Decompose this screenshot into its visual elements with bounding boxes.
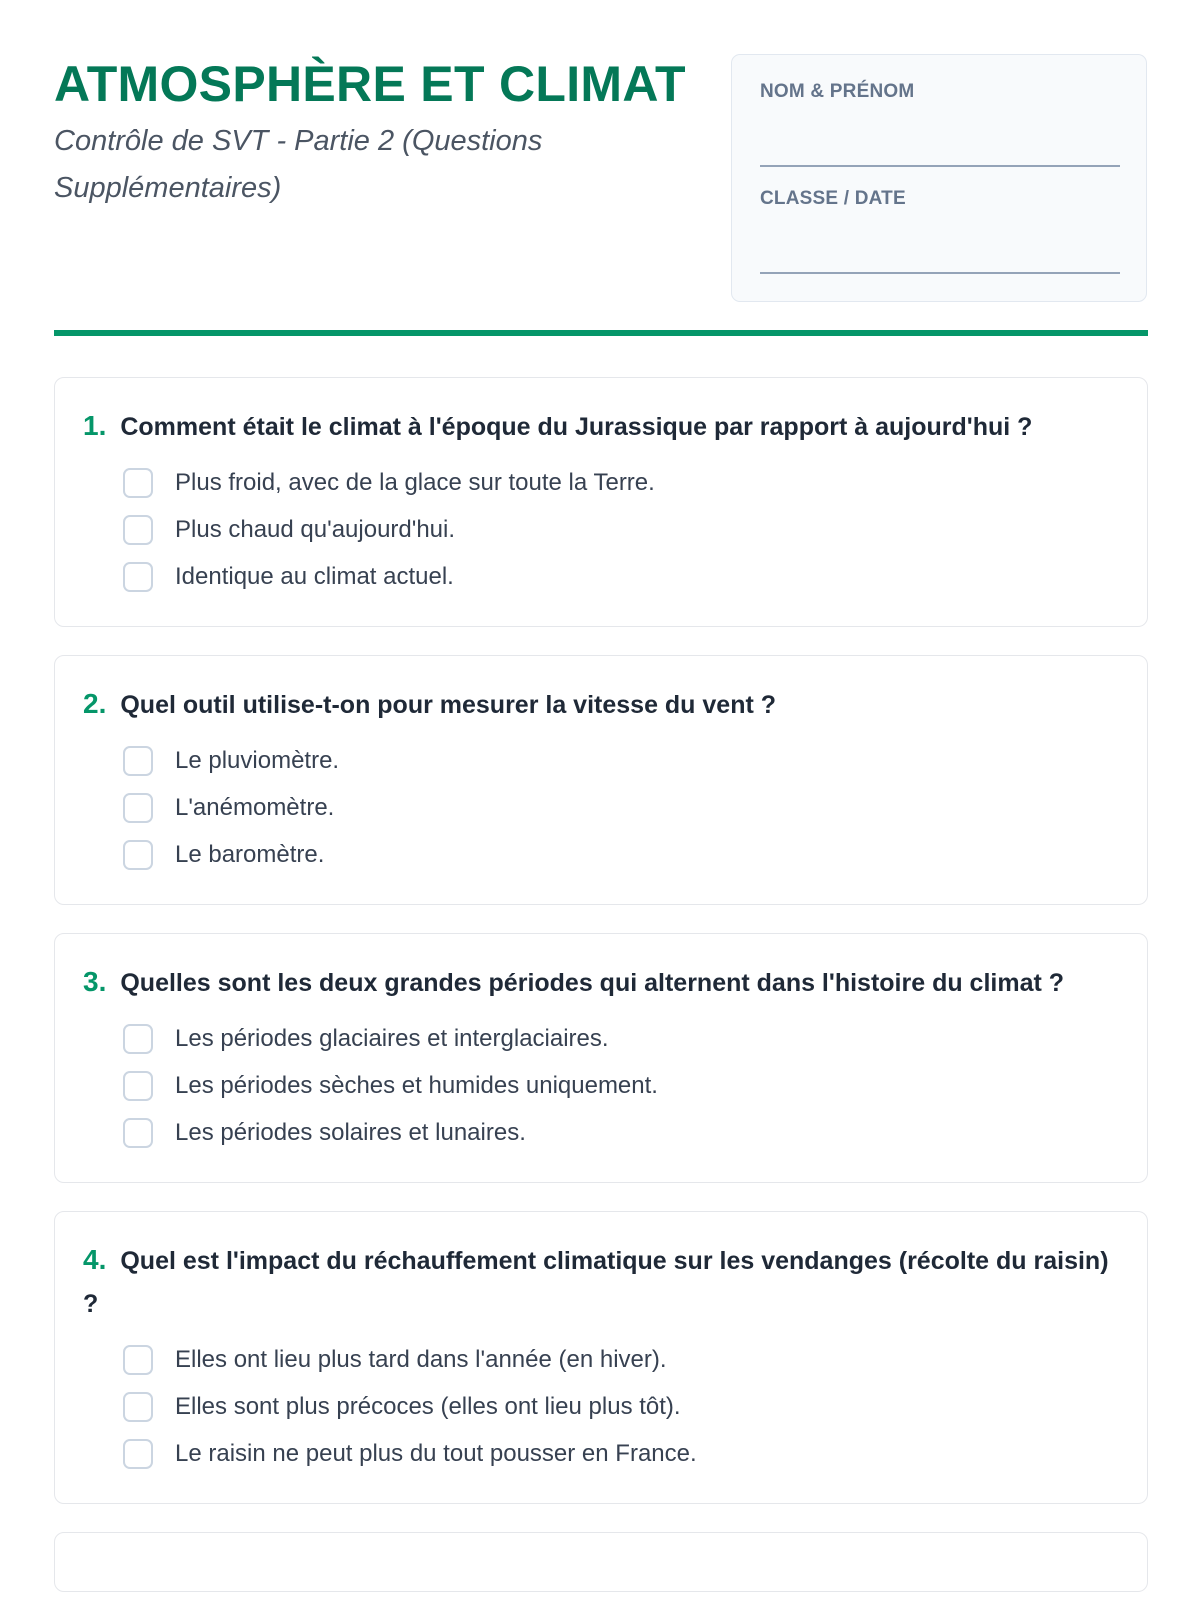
question-card-partial bbox=[54, 1532, 1148, 1592]
name-field bbox=[760, 81, 1120, 103]
class-date-field bbox=[760, 188, 1120, 210]
option-label: Elles sont plus précoces (elles ont lieu plus tôt). bbox=[175, 1392, 681, 1420]
question-list bbox=[54, 377, 1148, 1620]
question-number: 4. bbox=[83, 1244, 107, 1275]
question-card bbox=[54, 655, 1148, 905]
header-divider bbox=[54, 330, 1148, 336]
answer-option[interactable] bbox=[123, 784, 1119, 831]
option-label: Les périodes solaires et lunaires. bbox=[175, 1118, 526, 1146]
option-label: Les périodes sèches et humides uniquement. bbox=[175, 1071, 658, 1099]
option-label: Les périodes glaciaires et interglaciaires. bbox=[175, 1024, 609, 1052]
checkbox[interactable] bbox=[123, 1345, 153, 1375]
option-list bbox=[83, 1336, 1119, 1477]
worksheet-header bbox=[54, 0, 1148, 332]
answer-option[interactable] bbox=[123, 1109, 1119, 1156]
question-card bbox=[54, 377, 1148, 627]
option-list bbox=[83, 459, 1119, 600]
option-label: Elles ont lieu plus tard dans l'année (en hiver). bbox=[175, 1345, 667, 1373]
class-date-input-line[interactable] bbox=[760, 272, 1120, 274]
question-card bbox=[54, 1211, 1148, 1504]
answer-option[interactable] bbox=[123, 459, 1119, 506]
checkbox[interactable] bbox=[123, 840, 153, 870]
option-label: L'anémomètre. bbox=[175, 793, 335, 821]
worksheet-page bbox=[54, 0, 1148, 1467]
checkbox[interactable] bbox=[123, 746, 153, 776]
checkbox[interactable] bbox=[123, 1024, 153, 1054]
option-list bbox=[83, 1015, 1119, 1156]
answer-option[interactable] bbox=[123, 1430, 1119, 1477]
title-block bbox=[54, 54, 704, 212]
question-number: 1. bbox=[83, 410, 107, 441]
checkbox[interactable] bbox=[123, 515, 153, 545]
class-date-label: CLASSE / DATE bbox=[760, 188, 906, 209]
option-list bbox=[83, 737, 1119, 878]
question-text bbox=[83, 1238, 1119, 1326]
answer-option[interactable] bbox=[123, 1015, 1119, 1062]
checkbox[interactable] bbox=[123, 1071, 153, 1101]
name-input-line[interactable] bbox=[760, 165, 1120, 167]
answer-option[interactable] bbox=[123, 1383, 1119, 1430]
answer-option[interactable] bbox=[123, 1336, 1119, 1383]
option-label: Le baromètre. bbox=[175, 840, 325, 868]
question-number: 3. bbox=[83, 966, 107, 997]
option-label: Plus froid, avec de la glace sur toute la Terre. bbox=[175, 468, 655, 496]
page-subtitle: Contrôle de SVT - Partie 2 (Questions Supplémentaires) bbox=[54, 125, 543, 204]
question-text bbox=[83, 404, 1119, 449]
answer-option[interactable] bbox=[123, 506, 1119, 553]
answer-option[interactable] bbox=[123, 737, 1119, 784]
option-label: Le pluviomètre. bbox=[175, 746, 340, 774]
option-label: Plus chaud qu'aujourd'hui. bbox=[175, 515, 456, 543]
option-label: Identique au climat actuel. bbox=[175, 562, 454, 590]
question-number: 2. bbox=[83, 688, 107, 719]
answer-option[interactable] bbox=[123, 553, 1119, 600]
question-label: Quel outil utilise-t-on pour mesurer la vitesse du vent ? bbox=[120, 691, 777, 719]
question-label: Comment était le climat à l'époque du Jurassique par rapport à aujourd'hui ? bbox=[120, 413, 1033, 441]
checkbox[interactable] bbox=[123, 562, 153, 592]
answer-option[interactable] bbox=[123, 1062, 1119, 1109]
question-text bbox=[83, 682, 1119, 727]
answer-option[interactable] bbox=[123, 831, 1119, 878]
name-label: NOM & PRÉNOM bbox=[760, 81, 915, 102]
checkbox[interactable] bbox=[123, 1439, 153, 1469]
option-label: Le raisin ne peut plus du tout pousser en France. bbox=[175, 1439, 697, 1467]
checkbox[interactable] bbox=[123, 793, 153, 823]
checkbox[interactable] bbox=[123, 468, 153, 498]
question-label: Quel est l'impact du réchauffement climatique sur les vendanges (récolte du raisin) ? bbox=[83, 1247, 1109, 1318]
checkbox[interactable] bbox=[123, 1118, 153, 1148]
checkbox[interactable] bbox=[123, 1392, 153, 1422]
question-label: Quelles sont les deux grandes périodes qui alternent dans l'histoire du climat ? bbox=[120, 969, 1065, 997]
question-card bbox=[54, 933, 1148, 1183]
student-info-box bbox=[731, 54, 1147, 302]
page-title: ATMOSPHÈRE ET CLIMAT bbox=[54, 56, 686, 112]
question-text bbox=[83, 960, 1119, 1005]
